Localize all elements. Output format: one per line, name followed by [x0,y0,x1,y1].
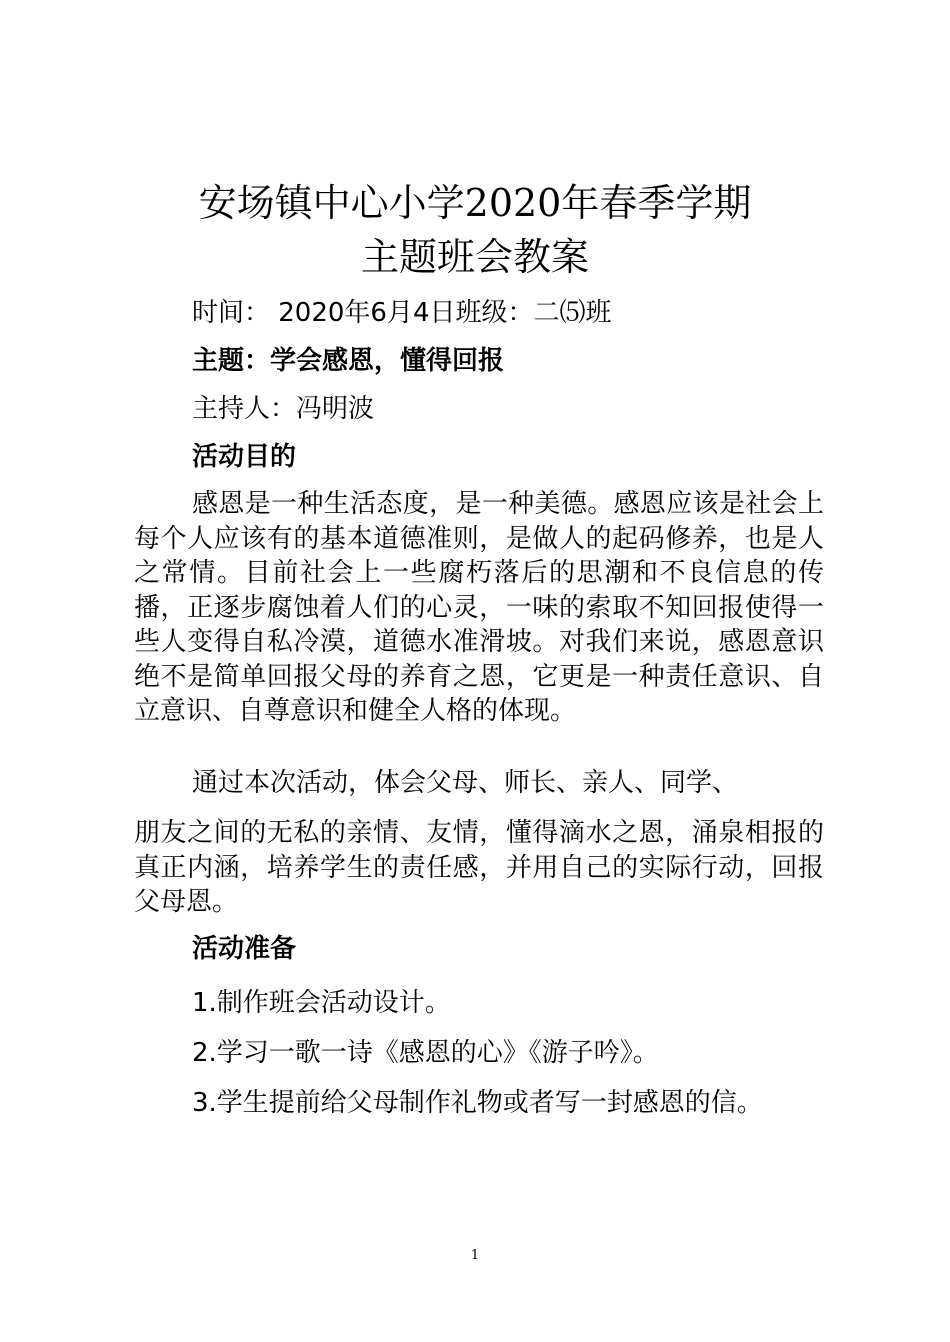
page-number: 1 [470,1248,480,1263]
purpose-paragraph: 感恩是一种生活态度，是一种美德。感恩应该是社会上每个人应该有的基本道德准则，是做人的起码修养，也是人之常情。目前社会上一些腐朽落后的思潮和不良信息的传播，正逐步腐蚀着人们的心灵，一味的索取不知回报使得一些人变得自私冷漠，道德水准滑坡。对我们来说，感恩意识绝不是简单回报父母的养育之恩，它更是一种责任意识、自立意识、自尊意识和健全人格的体现。 [134,489,824,726]
purpose-paragraph2-first-line: 通过本次活动，体会父母、师长、亲人、同学、 [192,768,739,798]
theme-line: 主题：学会感恩，懂得回报 [192,346,505,376]
preparation-heading: 活动准备 [192,934,297,964]
preparation-item-2: 2.学习一歌一诗《感恩的心》《游子吟》。 [192,1038,659,1068]
purpose-paragraph2-rest: 朋友之间的无私的亲情、友情，懂得滴水之恩，涌泉相报的真正内涵，培养学生的责任感，并用自己的实际行动，回报父母恩。 [134,818,824,917]
preparation-item-3: 3.学生提前给父母制作礼物或者写一封感恩的信。 [192,1088,763,1118]
purpose-heading: 活动目的 [192,442,297,472]
time-class-line: 时间： 2020年6月4日班级：二⑸班 [192,298,612,328]
preparation-item-1: 1.制作班会活动设计。 [192,988,451,1018]
document-title-line2: 主题班会教案 [360,235,589,279]
document-title-line1: 安场镇中心小学2020年春季学期 [198,181,752,225]
host-line: 主持人：冯明波 [192,394,375,424]
